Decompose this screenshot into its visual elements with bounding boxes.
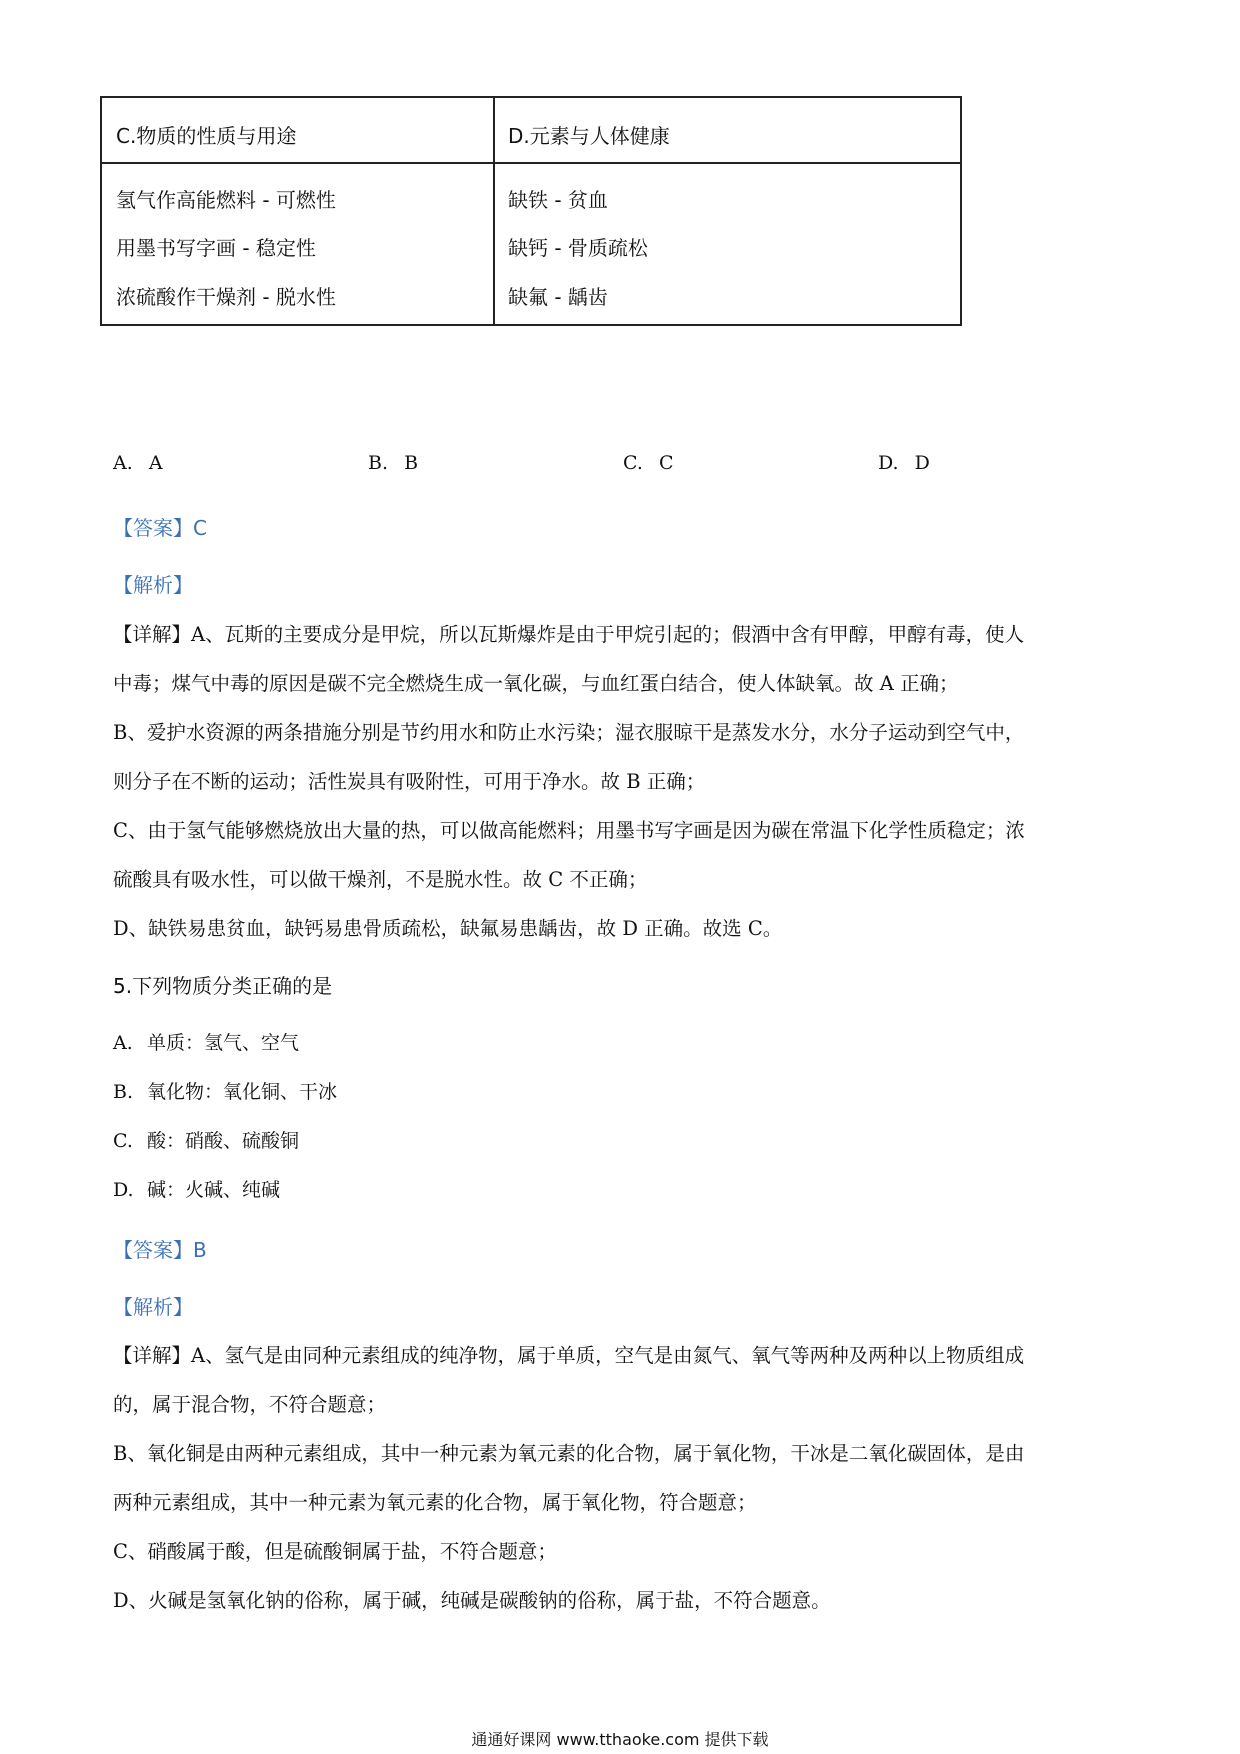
detail5-line-2: 的，属于混合物，不符合题意； <box>113 1393 387 1416</box>
table-header-left: C.物质的性质与用途 <box>116 124 297 148</box>
table-cell-left-3: 浓硫酸作干燥剂 - 脱水性 <box>116 285 336 309</box>
answer-tag: 【答案】 <box>113 1238 193 1262</box>
option-c <box>623 452 674 474</box>
option-a <box>113 452 163 474</box>
option-text: 碱：火碱、纯碱 <box>147 1179 281 1201</box>
detail1-line-6: 硫酸具有吸水性，可以做干燥剂，不是脱水性。故 C 不正确； <box>113 868 648 891</box>
option-b-text: B <box>404 452 419 474</box>
question5-option-a <box>113 1028 299 1055</box>
option-label: A. <box>113 1032 133 1054</box>
comparison-table <box>100 96 962 326</box>
option-label: D. <box>113 1179 134 1201</box>
table-cell-right-3: 缺氟 - 龋齿 <box>508 285 608 309</box>
question5-stem: 5.下列物质分类正确的是 <box>113 974 333 998</box>
analysis-tag: 【解析】 <box>113 1295 193 1319</box>
table-cell-left-2: 用墨书写字画 - 稳定性 <box>116 236 316 260</box>
detail1-line-4: 则分子在不断的运动；活性炭具有吸附性，可用于净水。故 B 正确； <box>113 770 706 793</box>
answer-value: B <box>193 1238 207 1262</box>
detail-tag: 【详解】 <box>113 623 192 646</box>
table-cell-right-2: 缺钙 - 骨质疏松 <box>508 236 648 260</box>
question5-option-d <box>113 1175 280 1202</box>
option-a-label: A. <box>113 452 133 474</box>
option-text: 酸：硝酸、硫酸铜 <box>147 1130 300 1152</box>
detail-text: A、氢气是由同种元素组成的纯净物，属于单质，空气是由氮气、氧气等两种及两种以上物质组成 <box>191 1344 1025 1367</box>
option-d-text: D <box>914 452 930 474</box>
detail-text: A、瓦斯的主要成分是甲烷，所以瓦斯爆炸是由于甲烷引起的；假酒中含有甲醇，甲醇有毒，使人 <box>191 623 1025 646</box>
detail-tag: 【详解】 <box>113 1344 192 1367</box>
option-d-label: D. <box>878 452 899 474</box>
option-b-label: B. <box>368 452 389 474</box>
detail5-line-4: 两种元素组成，其中一种元素为氧元素的化合物，属于氧化物，符合题意； <box>113 1491 757 1514</box>
option-text: 单质：氢气、空气 <box>147 1032 300 1054</box>
question5-option-b <box>113 1077 337 1104</box>
answer-block-5 <box>113 1234 207 1263</box>
detail1-line-3: B、爱护水资源的两条措施分别是节约用水和防止水污染；湿衣服晾干是蒸发水分，水分子运动到空气中， <box>113 721 1025 744</box>
option-c-text: C <box>658 452 674 474</box>
detail1-line-2: 中毒；煤气中毒的原因是碳不完全燃烧生成一氧化碳，与血红蛋白结合，使人体缺氧。故 A 正确； <box>113 672 959 695</box>
table-divider-vertical <box>493 98 495 324</box>
option-c-label: C. <box>623 452 643 474</box>
table-cell-left-1: 氢气作高能燃料 - 可燃性 <box>116 188 336 212</box>
answer-value: C <box>193 516 207 540</box>
analysis-tag: 【解析】 <box>113 573 193 597</box>
table-cell-right-1: 缺铁 - 贫血 <box>508 188 608 212</box>
answer-block-1 <box>113 512 207 541</box>
option-label: B. <box>113 1081 134 1103</box>
detail5-line-5: C、硝酸属于酸，但是硫酸铜属于盐，不符合题意； <box>113 1540 557 1563</box>
analysis-block-5 <box>113 1291 193 1320</box>
answer-tag: 【答案】 <box>113 516 193 540</box>
detail1-line-7: D、缺铁易患贫血，缺钙易患骨质疏松，缺氟易患龋齿，故 D 正确。故选 C。 <box>113 917 783 940</box>
option-b <box>368 452 418 474</box>
option-a-text: A <box>148 452 163 474</box>
option-d <box>878 452 930 474</box>
option-text: 氧化物：氧化铜、干冰 <box>147 1081 338 1103</box>
table-divider-horizontal <box>102 162 960 164</box>
analysis-block-1 <box>113 569 193 598</box>
table-header-right: D.元素与人体健康 <box>508 124 670 148</box>
question5-option-c <box>113 1126 299 1153</box>
detail5-line-1 <box>113 1340 1133 1368</box>
detail1-line-5: C、由于氢气能够燃烧放出大量的热，可以做高能燃料；用墨书写字画是因为碳在常温下化学性质稳定；浓 <box>113 819 1025 842</box>
detail5-line-6: D、火碱是氢氧化钠的俗称，属于碱，纯碱是碳酸钠的俗称，属于盐，不符合题意。 <box>113 1589 831 1612</box>
detail1-line-1 <box>113 619 1133 647</box>
page-footer: 通通好课网 www.tthaoke.com 提供下载 <box>471 1730 769 1749</box>
option-label: C. <box>113 1130 133 1152</box>
detail5-line-3: B、氧化铜是由两种元素组成，其中一种元素为氧元素的化合物，属于氧化物，干冰是二氧化碳固体，是由 <box>113 1442 1025 1465</box>
